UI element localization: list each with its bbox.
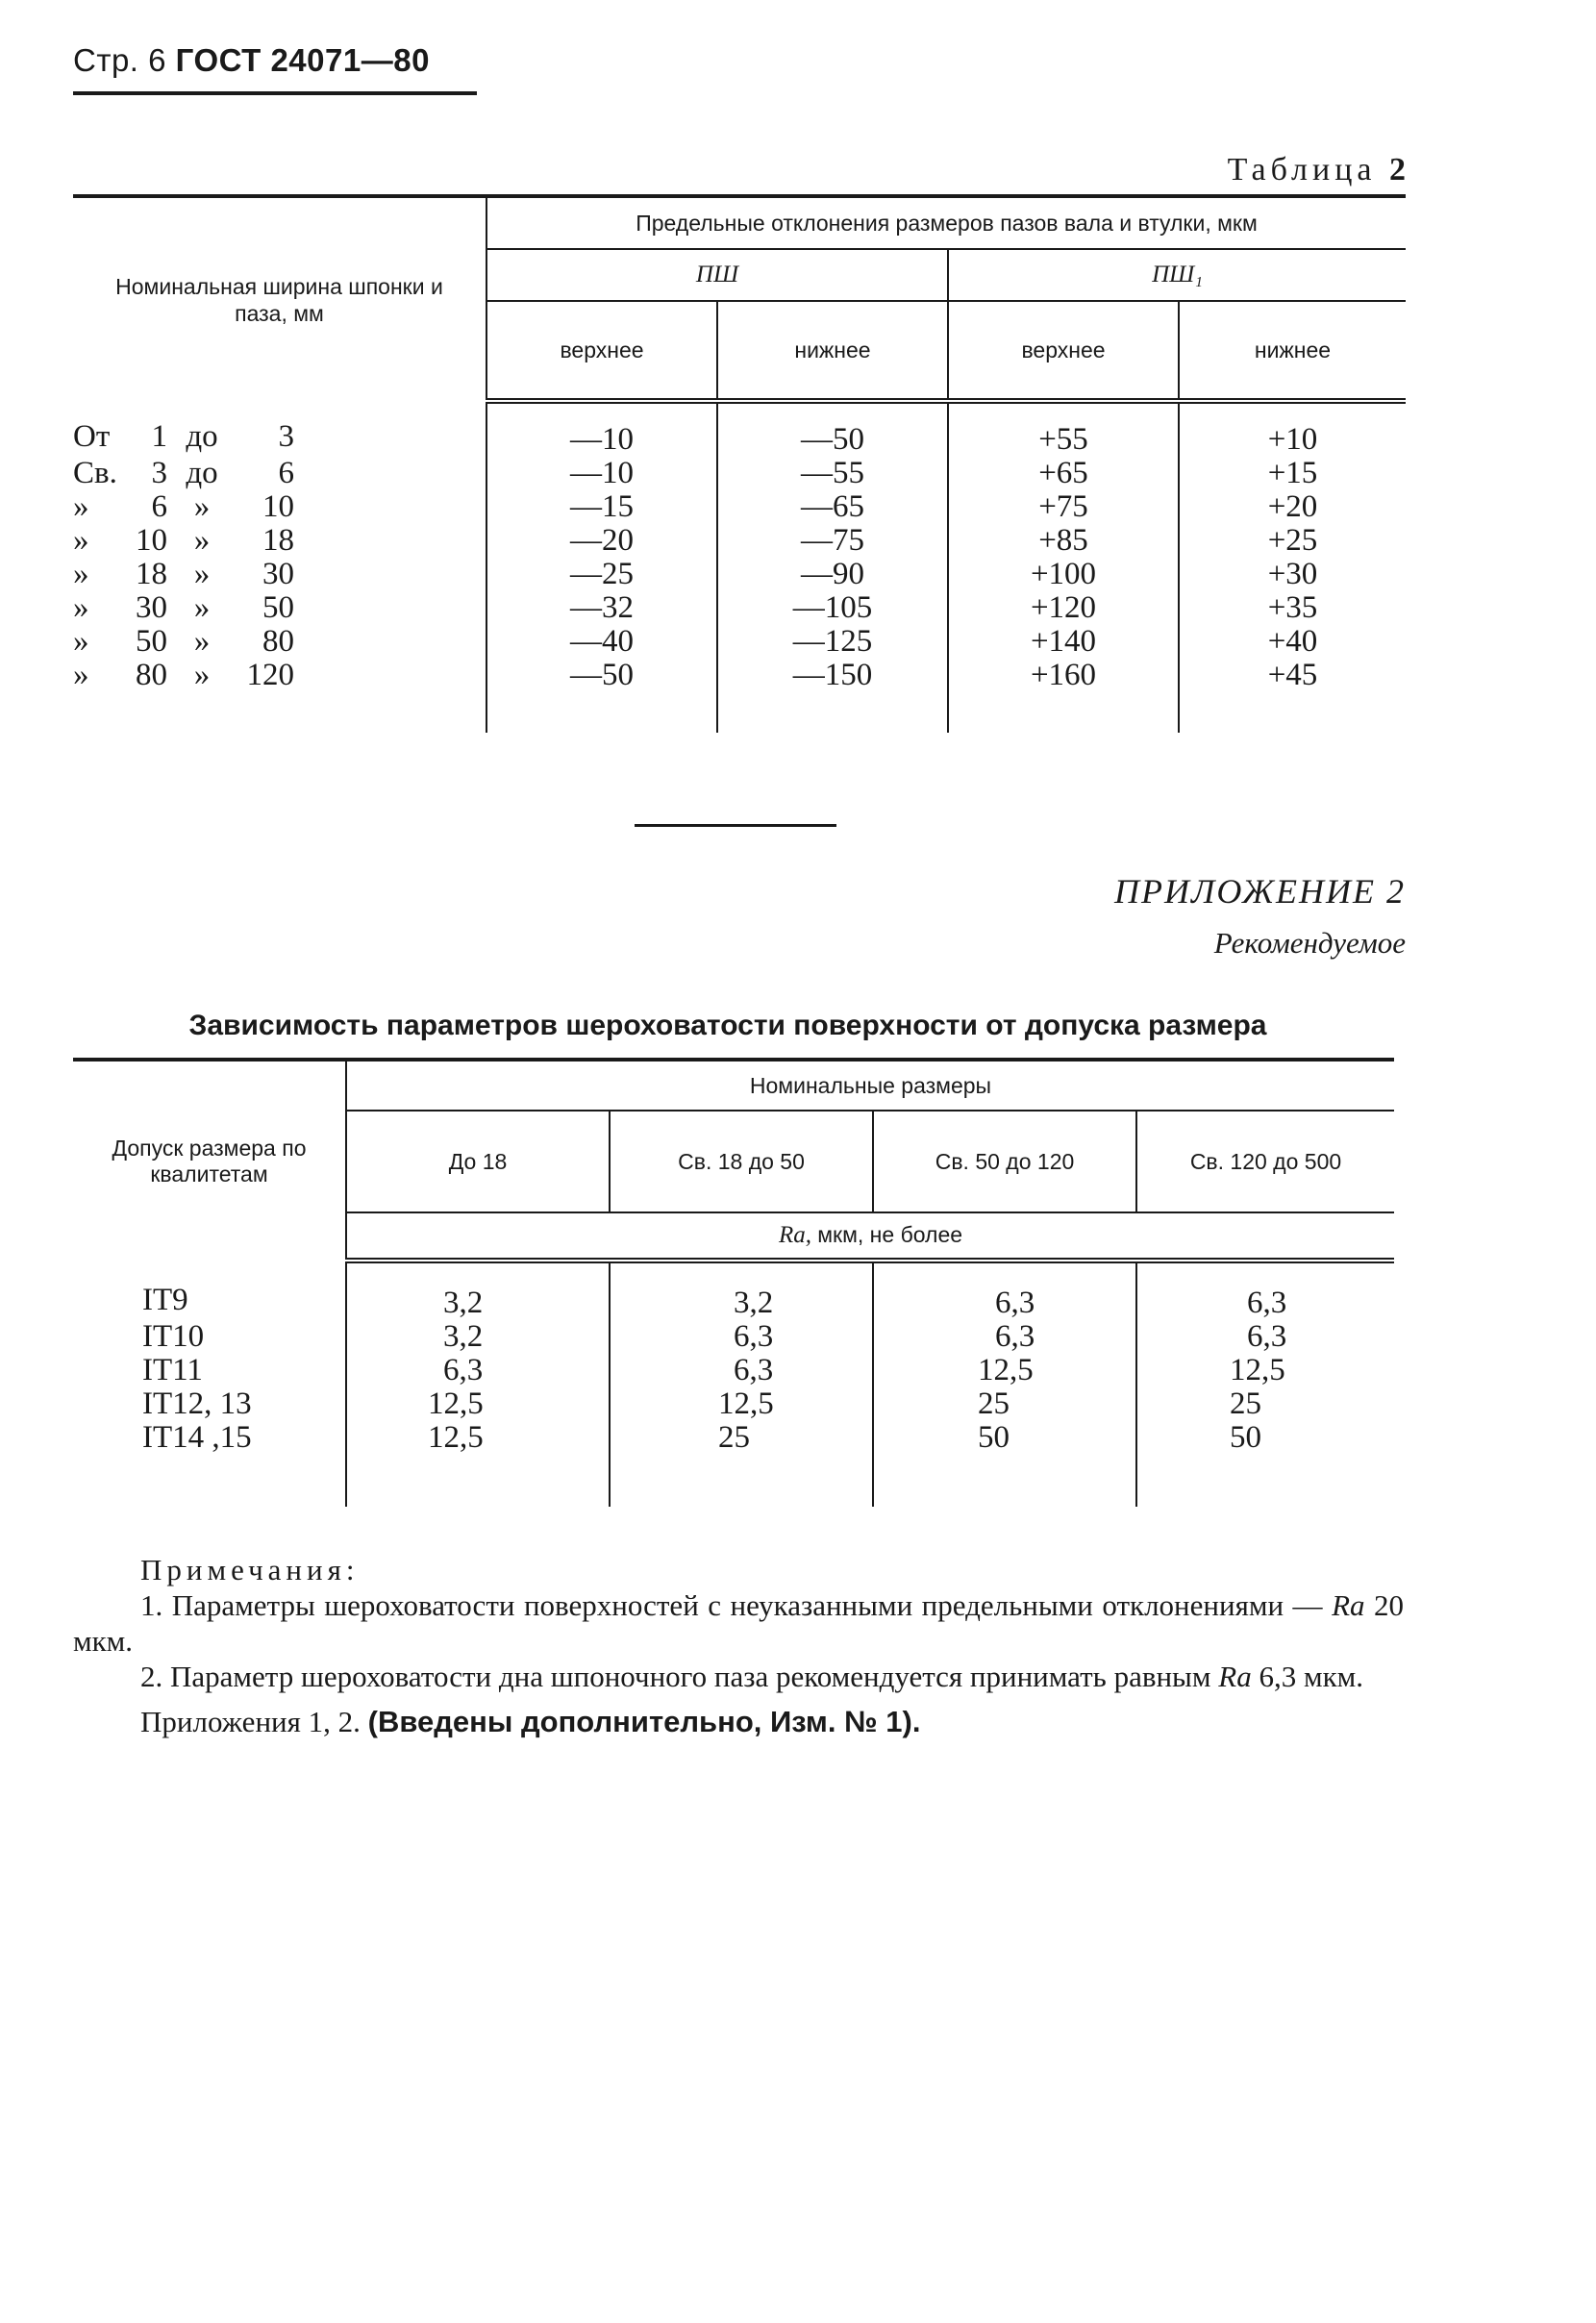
note-1: 1. Параметры шероховатости поверхностей с неуказанными предельными отклонениями — Ra 20 мкм. bbox=[73, 1588, 1404, 1658]
table-caption-number: 2 bbox=[1389, 152, 1406, 187]
psh1-lower-cell: +30 bbox=[1179, 558, 1406, 591]
group-psh: ПШ bbox=[486, 249, 948, 301]
table-caption bbox=[1228, 152, 1406, 188]
value-cell: 6,3 bbox=[610, 1320, 873, 1354]
psh-upper-cell: —25 bbox=[486, 558, 717, 591]
table-row bbox=[73, 1387, 1394, 1421]
value-cell: 50 bbox=[873, 1421, 1136, 1507]
table-row bbox=[73, 659, 1406, 733]
psh-upper-cell: —15 bbox=[486, 490, 717, 524]
group-psh1: ПШ₁ bbox=[948, 249, 1406, 301]
psh-lower-cell: —55 bbox=[717, 457, 948, 490]
table-row bbox=[73, 558, 1406, 591]
value-cell: 6,3 bbox=[1136, 1320, 1394, 1354]
table-row bbox=[73, 457, 1406, 490]
psh-lower-cell: —65 bbox=[717, 490, 948, 524]
table-row bbox=[73, 490, 1406, 524]
table-row bbox=[73, 524, 1406, 558]
unit-row bbox=[346, 1212, 1394, 1261]
unit-text: мкм, не более bbox=[817, 1222, 963, 1247]
deviations-table bbox=[73, 194, 1406, 733]
value-cell: 12,5 bbox=[346, 1387, 610, 1421]
appendix-subtitle: Рекомендуемое bbox=[1213, 926, 1406, 960]
grade-cell: IT9 bbox=[142, 1283, 188, 1317]
psh1-upper-cell: +55 bbox=[948, 401, 1179, 457]
psh-upper-cell: —40 bbox=[486, 625, 717, 659]
psh1-lower-cell: +10 bbox=[1179, 401, 1406, 457]
range-cell: » 80 » 120 bbox=[73, 658, 294, 692]
psh-lower-cell: —75 bbox=[717, 524, 948, 558]
notes-section bbox=[73, 1552, 1404, 1739]
psh-upper-cell: —10 bbox=[486, 401, 717, 457]
value-cell: 12,5 bbox=[873, 1354, 1136, 1387]
range-cell: » 10 » 18 bbox=[73, 523, 294, 558]
page-label: Стр. 6 bbox=[73, 42, 166, 78]
psh-upper-cell: —20 bbox=[486, 524, 717, 558]
psh1-upper-cell: +75 bbox=[948, 490, 1179, 524]
psh-lower-cell: —150 bbox=[717, 659, 948, 733]
amendment-note: Приложения 1, 2. (Введены дополнительно, Изм. № 1). bbox=[140, 1705, 921, 1738]
col-size-50-120: Св. 50 до 120 bbox=[873, 1111, 1136, 1212]
grade-cell: IT14 ,15 bbox=[142, 1420, 252, 1455]
psh-upper-cell: —32 bbox=[486, 591, 717, 625]
psh-lower-cell: —125 bbox=[717, 625, 948, 659]
table-row bbox=[73, 1354, 1394, 1387]
value-cell: 6,3 bbox=[1136, 1261, 1394, 1320]
value-cell: 3,2 bbox=[610, 1261, 873, 1320]
table-row bbox=[73, 1320, 1394, 1354]
psh-lower-cell: —90 bbox=[717, 558, 948, 591]
col-size-120-500: Св. 120 до 500 bbox=[1136, 1111, 1394, 1212]
notes-heading: Примечания: bbox=[140, 1553, 360, 1586]
range-cell: » 50 » 80 bbox=[73, 624, 294, 659]
psh1-lower-cell: +35 bbox=[1179, 591, 1406, 625]
range-cell: От 1 до 3 bbox=[73, 419, 294, 454]
psh-upper-cell: —10 bbox=[486, 457, 717, 490]
col-deviations-group: Предельные отклонения размеров пазов вала и втулки, мкм bbox=[486, 196, 1406, 249]
psh-lower-cell: —105 bbox=[717, 591, 948, 625]
value-cell: 25 bbox=[873, 1387, 1136, 1421]
col-size-18-50: Св. 18 до 50 bbox=[610, 1111, 873, 1212]
header-rule bbox=[73, 91, 477, 95]
section-divider bbox=[635, 824, 836, 827]
page-header bbox=[73, 42, 430, 79]
value-cell: 12,5 bbox=[610, 1387, 873, 1421]
col-tolerance-grade: Допуск размера по квалитетам bbox=[73, 1060, 346, 1261]
ra-symbol: Ra, bbox=[778, 1222, 811, 1248]
psh1-lower-cell: +25 bbox=[1179, 524, 1406, 558]
range-cell: » 30 » 50 bbox=[73, 590, 294, 625]
table-row bbox=[73, 625, 1406, 659]
psh1-lower-cell: +15 bbox=[1179, 457, 1406, 490]
psh1-upper-cell: +160 bbox=[948, 659, 1179, 733]
range-cell: » 6 » 10 bbox=[73, 489, 294, 524]
grade-cell: IT11 bbox=[142, 1353, 203, 1387]
col-psh-upper: верхнее bbox=[486, 301, 717, 401]
value-cell: 6,3 bbox=[610, 1354, 873, 1387]
psh1-lower-cell: +40 bbox=[1179, 625, 1406, 659]
col-size-up-to-18: До 18 bbox=[346, 1111, 610, 1212]
table-row bbox=[73, 1261, 1394, 1320]
psh1-lower-cell: +45 bbox=[1179, 659, 1406, 733]
value-cell: 6,3 bbox=[873, 1320, 1136, 1354]
psh1-upper-cell: +65 bbox=[948, 457, 1179, 490]
psh-lower-cell: —50 bbox=[717, 401, 948, 457]
value-cell: 12,5 bbox=[1136, 1354, 1394, 1387]
table-row bbox=[73, 401, 1406, 457]
standard-number: ГОСТ 24071—80 bbox=[175, 42, 430, 78]
psh1-upper-cell: +100 bbox=[948, 558, 1179, 591]
table-row bbox=[73, 591, 1406, 625]
roughness-table-title: Зависимость параметров шероховатости поверхности от допуска размера bbox=[188, 1010, 1267, 1041]
value-cell: 25 bbox=[610, 1421, 873, 1507]
value-cell: 12,5 bbox=[346, 1421, 610, 1507]
value-cell: 25 bbox=[1136, 1387, 1394, 1421]
col-psh1-lower: нижнее bbox=[1179, 301, 1406, 401]
psh1-upper-cell: +85 bbox=[948, 524, 1179, 558]
appendix-title: ПРИЛОЖЕНИЕ 2 bbox=[1114, 872, 1406, 911]
table-row bbox=[73, 1421, 1394, 1507]
psh1-upper-cell: +140 bbox=[948, 625, 1179, 659]
value-cell: 6,3 bbox=[346, 1354, 610, 1387]
value-cell: 50 bbox=[1136, 1421, 1394, 1507]
note-2: 2. Параметр шероховатости дна шпоночного паза рекомендуется принимать равным Ra 6,3 мкм. bbox=[140, 1660, 1363, 1693]
col-nominal-width: Номинальная ширина шпонки и паза, мм bbox=[73, 196, 486, 401]
range-cell: » 18 » 30 bbox=[73, 557, 294, 591]
range-cell: Св. 3 до 6 bbox=[73, 456, 294, 490]
psh1-lower-cell: +20 bbox=[1179, 490, 1406, 524]
col-psh-lower: нижнее bbox=[717, 301, 948, 401]
psh-upper-cell: —50 bbox=[486, 659, 717, 733]
value-cell: 3,2 bbox=[346, 1320, 610, 1354]
roughness-table bbox=[73, 1058, 1394, 1507]
value-cell: 6,3 bbox=[873, 1261, 1136, 1320]
value-cell: 3,2 bbox=[346, 1261, 610, 1320]
col-nominal-sizes-group: Номинальные размеры bbox=[346, 1060, 1394, 1111]
psh1-upper-cell: +120 bbox=[948, 591, 1179, 625]
grade-cell: IT10 bbox=[142, 1319, 205, 1354]
table-caption-word: Таблица bbox=[1227, 152, 1377, 187]
grade-cell: IT12, 13 bbox=[142, 1386, 252, 1421]
col-psh1-upper: верхнее bbox=[948, 301, 1179, 401]
